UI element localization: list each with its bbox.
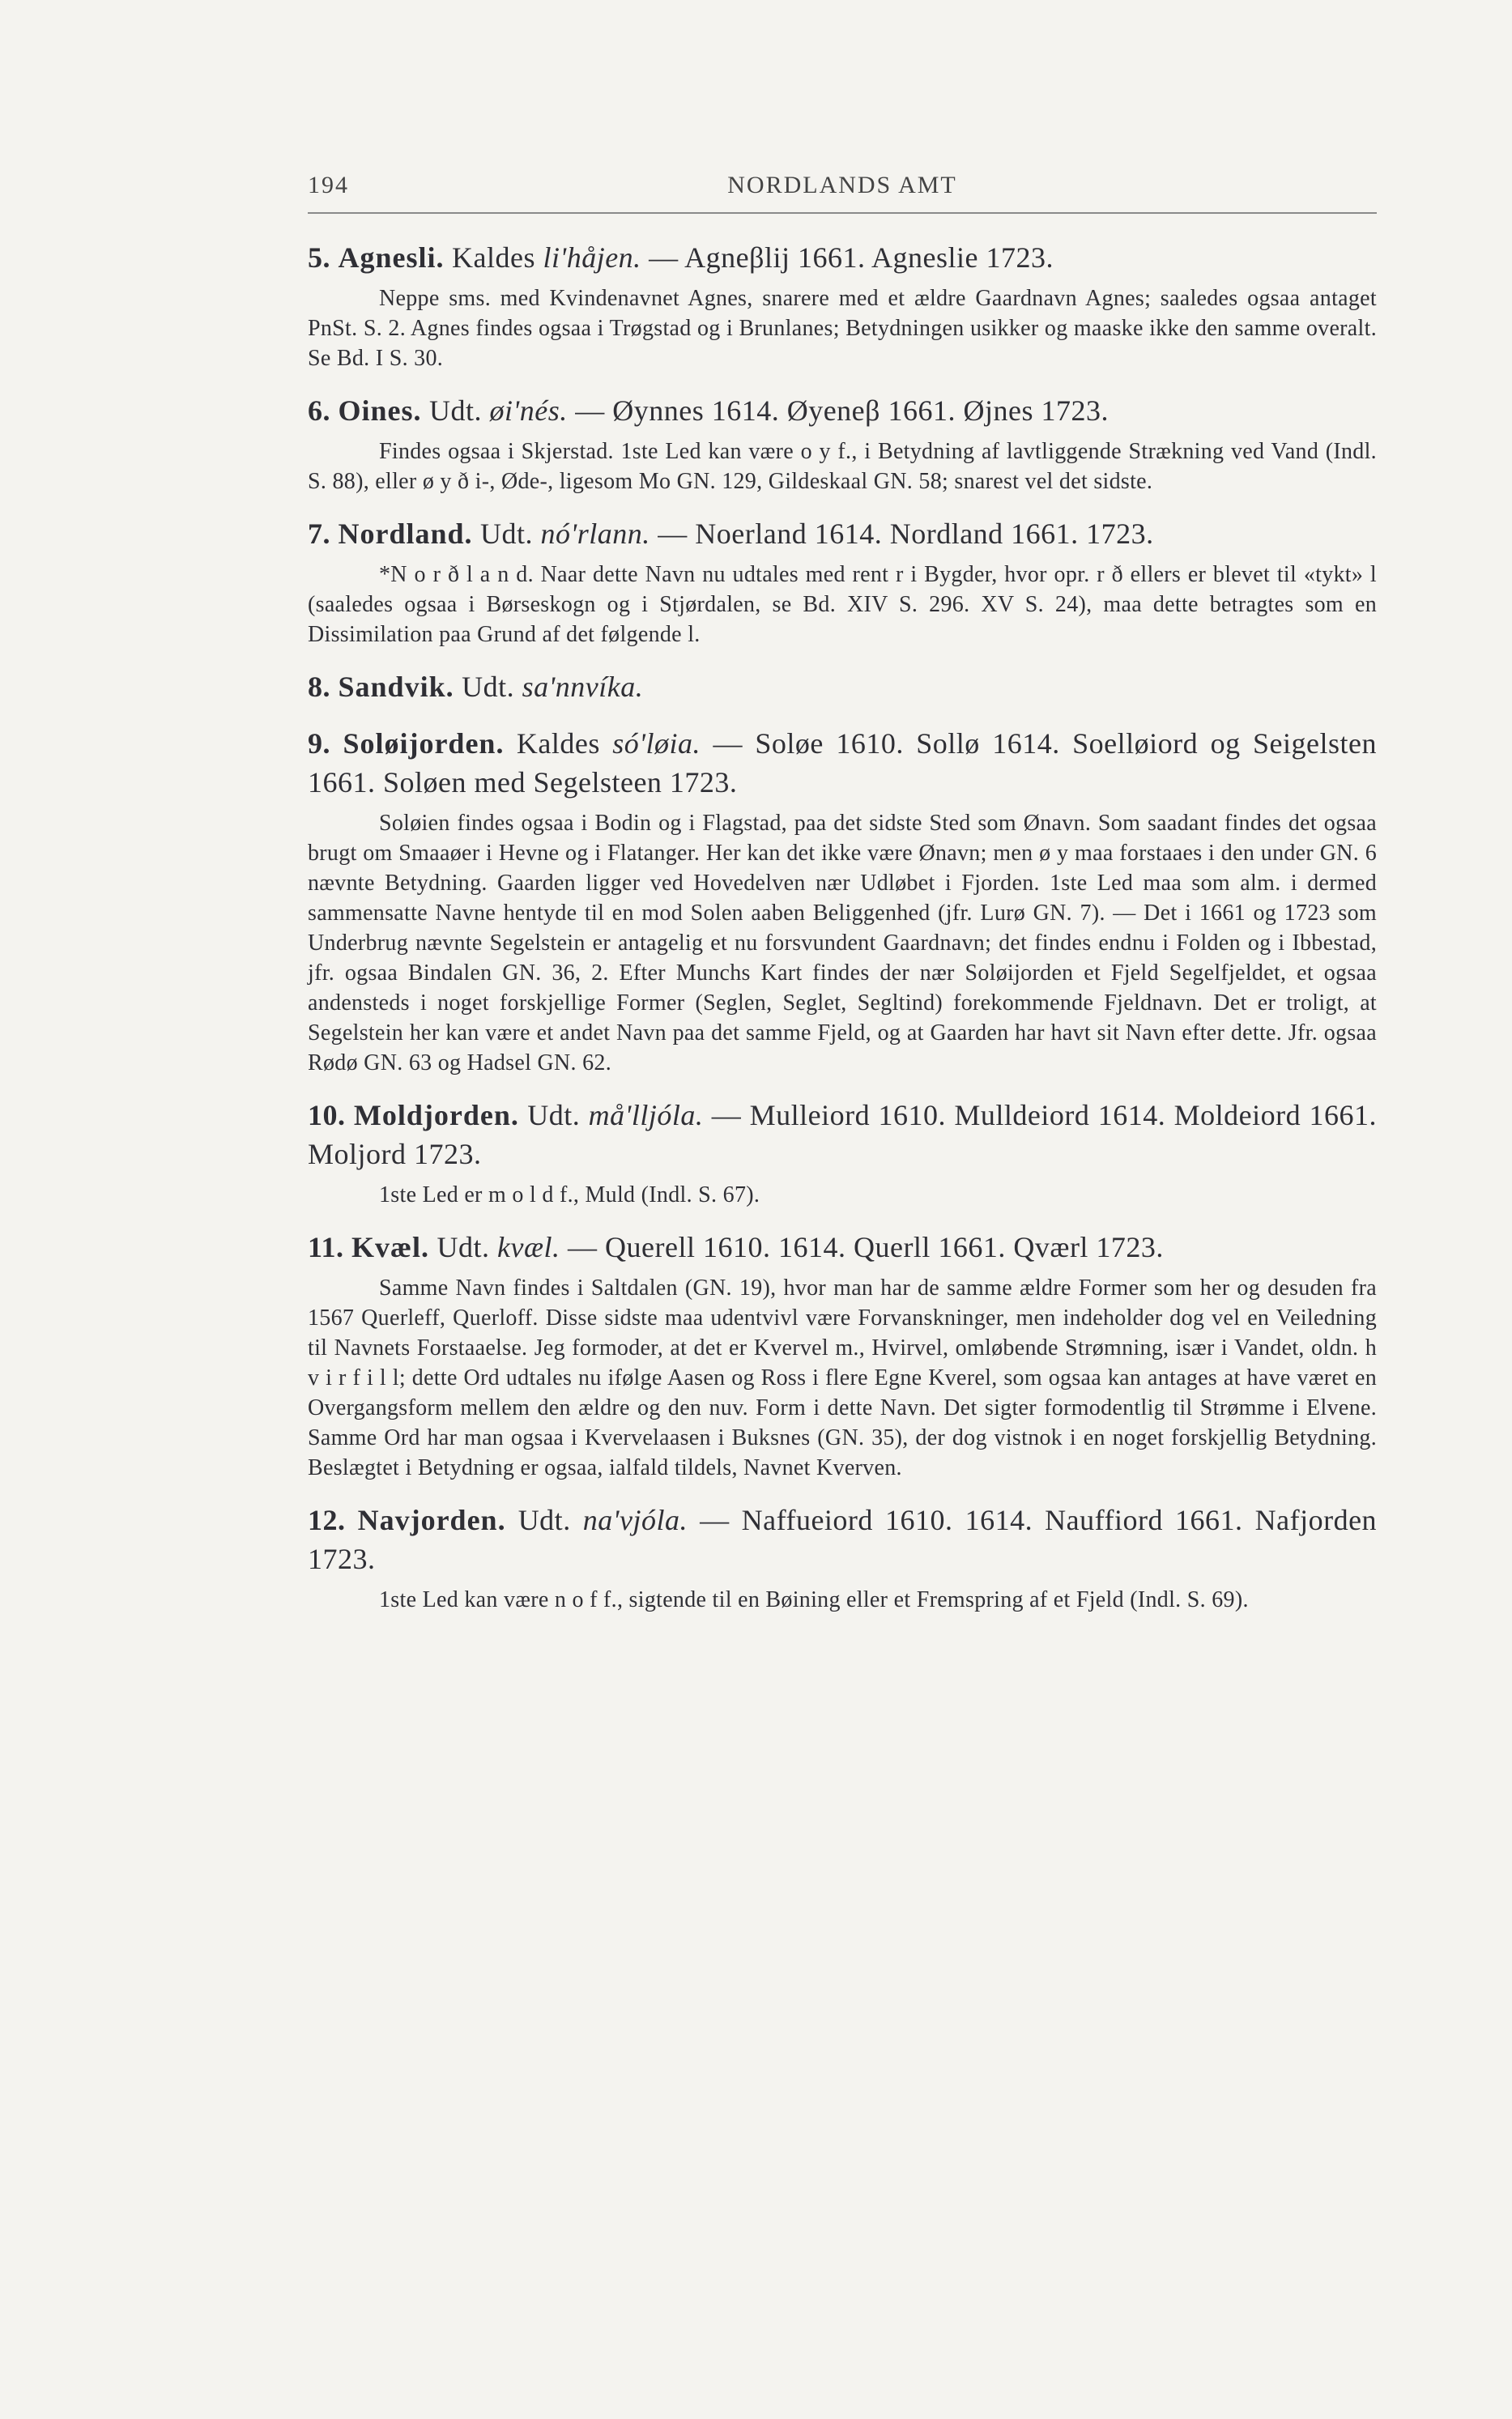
entry-prefix: Udt. [527, 1099, 581, 1131]
entry-heading [308, 391, 1377, 430]
entry-note-text: Neppe sms. med Kvindenavnet Agnes, snarere med et ældre Gaardnavn Agnes; saaledes ogsaa antaget PnSt. S. 2. Agnes findes ogsaa i Trøgstad og i Brunlanes; Betydningen usikker og maaske ikke den samme overalt. Se Bd. I S. 30. [308, 286, 1377, 371]
entry [308, 238, 1377, 373]
entry-prefix: Udt. [429, 394, 483, 427]
entry-note [308, 1180, 1377, 1210]
entry-number: 8. [308, 671, 330, 703]
entry-note-text: 1ste Led kan være n o f f., sigtende til en Bøining eller et Fremspring af et Fjeld (Indl. S. 69). [379, 1587, 1249, 1612]
entry-prefix: Udt. [480, 517, 534, 550]
entry-list [308, 238, 1377, 1615]
entry-number: 11. [308, 1231, 344, 1263]
entry-number: 9. [308, 727, 330, 760]
entry-pronunciation: na'vjóla. [582, 1504, 688, 1536]
entry-name: Navjorden. [357, 1504, 506, 1536]
entry [308, 1228, 1377, 1483]
entry-forms: — Querell 1610. 1614. Querll 1661. Qværl 1723. [568, 1231, 1164, 1263]
entry-prefix: Kaldes [452, 241, 535, 274]
entry-number: 7. [308, 517, 330, 550]
entry-prefix: Udt. [462, 671, 515, 703]
entry-name: Soløijorden. [343, 727, 505, 760]
entry-pronunciation: øi'nés. [489, 394, 568, 427]
running-head: NORDLANDS AMT [727, 172, 957, 198]
entry-note-text: Samme Navn findes i Saltdalen (GN. 19), hvor man har de samme ældre Former som her og desuden fra 1567 Querleff, Querloff. Disse sidste maa udentvivl være Forvanskninger, men indeholder dog vel en Veiledning til Navnets Forstaaelse. Jeg formoder, at det er Kvervel m., Hvirvel, omløbende Strømning, især i Vandet, oldn. h v i r f i l l; dette Ord udtales nu ifølge Aasen og Ross i flere Egne Kverel, som ogsaa kan antages at have været en Overgangsform mellem den ældre og den nuv. Form i dette Navn. Det sigter formodentlig til Strømme i Elvene. Samme Ord har man ogsaa i Kvervelaasen i Buksnes (GN. 35), der dog vistnok i en noget forskjellig Betydning. Beslægtet i Betydning er ogsaa, ialfald tildels, Navnet Kverven. [308, 1276, 1377, 1480]
entry-heading [308, 238, 1377, 277]
entry [308, 724, 1377, 1078]
entry-number: 12. [308, 1504, 346, 1536]
entry-note [308, 560, 1377, 649]
entry-number: 10. [308, 1099, 346, 1131]
entry-pronunciation: nó'rlann. [540, 517, 650, 550]
entry-note [308, 283, 1377, 373]
document-page [308, 162, 1377, 1633]
entry-name: Nordland. [338, 517, 473, 550]
entry-note-text: *N o r ð l a n d. Naar dette Navn nu udtales med rent r i Bygder, hvor opr. r ð ellers er blevet til «tykt» l (saaledes ogsaa i Børseskogn og i Stjørdalen, se Bd. XIV S. 296. XV S. 24), maa dette betragtes som en Dissimilation paa Grund af det følgende l. [308, 562, 1377, 647]
entry-pronunciation: må'lljóla. [588, 1099, 704, 1131]
entry-name: Oines. [338, 394, 422, 427]
entry-note [308, 808, 1377, 1078]
header-rule [308, 212, 1377, 214]
entry-note [308, 1585, 1377, 1615]
entry-heading [308, 1501, 1377, 1578]
page-number: 194 [308, 172, 349, 198]
entry-forms: — Mulleiord 1610. Mulldeiord 1614. Moldeiord 1661. Moljord 1723. [308, 1099, 1378, 1170]
entry-prefix: Kaldes [516, 727, 600, 760]
entry-note-text: Findes ogsaa i Skjerstad. 1ste Led kan være o y f., i Betydning af lavtliggende Strækning ved Vand (Indl. S. 88), eller ø y ð i-, Øde-, ligesom Mo GN. 129, Gildeskaal GN. 58; snarest vel det sidste. [308, 439, 1377, 494]
entry-heading [308, 1228, 1377, 1267]
entry-forms: — Øynnes 1614. Øyeneβ 1661. Øjnes 1723. [575, 394, 1109, 427]
entry-pronunciation: só'løia. [612, 727, 701, 760]
entry-heading [308, 667, 1377, 706]
entry-name: Sandvik. [338, 671, 454, 703]
entry [308, 667, 1377, 706]
entry-heading [308, 514, 1377, 553]
entry-pronunciation: kvæl. [497, 1231, 560, 1263]
entry-number: 5. [308, 241, 330, 274]
entry-prefix: Udt. [517, 1504, 571, 1536]
entry-heading [308, 1096, 1377, 1173]
entry-heading [308, 724, 1377, 802]
entry-forms: — Noerland 1614. Nordland 1661. 1723. [658, 517, 1154, 550]
entry-note [308, 1273, 1377, 1483]
entry [308, 514, 1377, 649]
entry-name: Moldjorden. [353, 1099, 519, 1131]
entry [308, 391, 1377, 496]
entry-note-text: 1ste Led er m o l d f., Muld (Indl. S. 67). [379, 1182, 760, 1207]
entry-forms: — Naffueiord 1610. 1614. Nauffiord 1661. Nafjorden 1723. [308, 1504, 1378, 1575]
entry [308, 1501, 1377, 1615]
entry-forms: — Agneβlij 1661. Agneslie 1723. [649, 241, 1054, 274]
entry-name: Agnesli. [338, 241, 445, 274]
entry-forms: — Soløe 1610. Sollø 1614. Soelløiord og Seigelsten 1661. Soløen med Segelsteen 1723. [308, 727, 1377, 799]
page-header [308, 162, 1377, 202]
entry-note [308, 437, 1377, 496]
entry-prefix: Udt. [437, 1231, 490, 1263]
entry-pronunciation: sa'nnvíka. [522, 671, 644, 703]
entry [308, 1096, 1377, 1210]
entry-pronunciation: li'håjen. [543, 241, 641, 274]
entry-number: 6. [308, 394, 330, 427]
entry-note-text: Soløien findes ogsaa i Bodin og i Flagstad, paa det sidste Sted som Ønavn. Som saadant findes det ogsaa brugt om Smaaøer i Hevne og i Flatanger. Her kan det ikke være Ønavn; men ø y maa forstaaes i den under GN. 6 nævnte Betydning. Gaarden ligger ved Hovedelven nær Udløbet i Fjorden. 1ste Led maa som alm. i dermed sammensatte Navne hentyde til en mod Solen aaben Beliggenhed (jfr. Lurø GN. 7). — Det i 1661 og 1723 som Underbrug nævnte Segelstein er antagelig et nu forsvundent Gaardnavn; det findes endnu i Folden og i Ibbestad, jfr. ogsaa Bindalen GN. 36, 2. Efter Munchs Kart findes der nær Soløijorden et Fjeld Segelfjeldet, et ogsaa andensteds i noget forskjellige Former (Seglen, Seglet, Segltind) forekommende Fjeldnavn. Det er troligt, at Segelstein her kan være et andet Navn paa det samme Fjeld, og at Gaarden har havt sit Navn efter dette. Jfr. ogsaa Rødø GN. 63 og Hadsel GN. 62. [308, 811, 1377, 1075]
entry-name: Kvæl. [351, 1231, 430, 1263]
